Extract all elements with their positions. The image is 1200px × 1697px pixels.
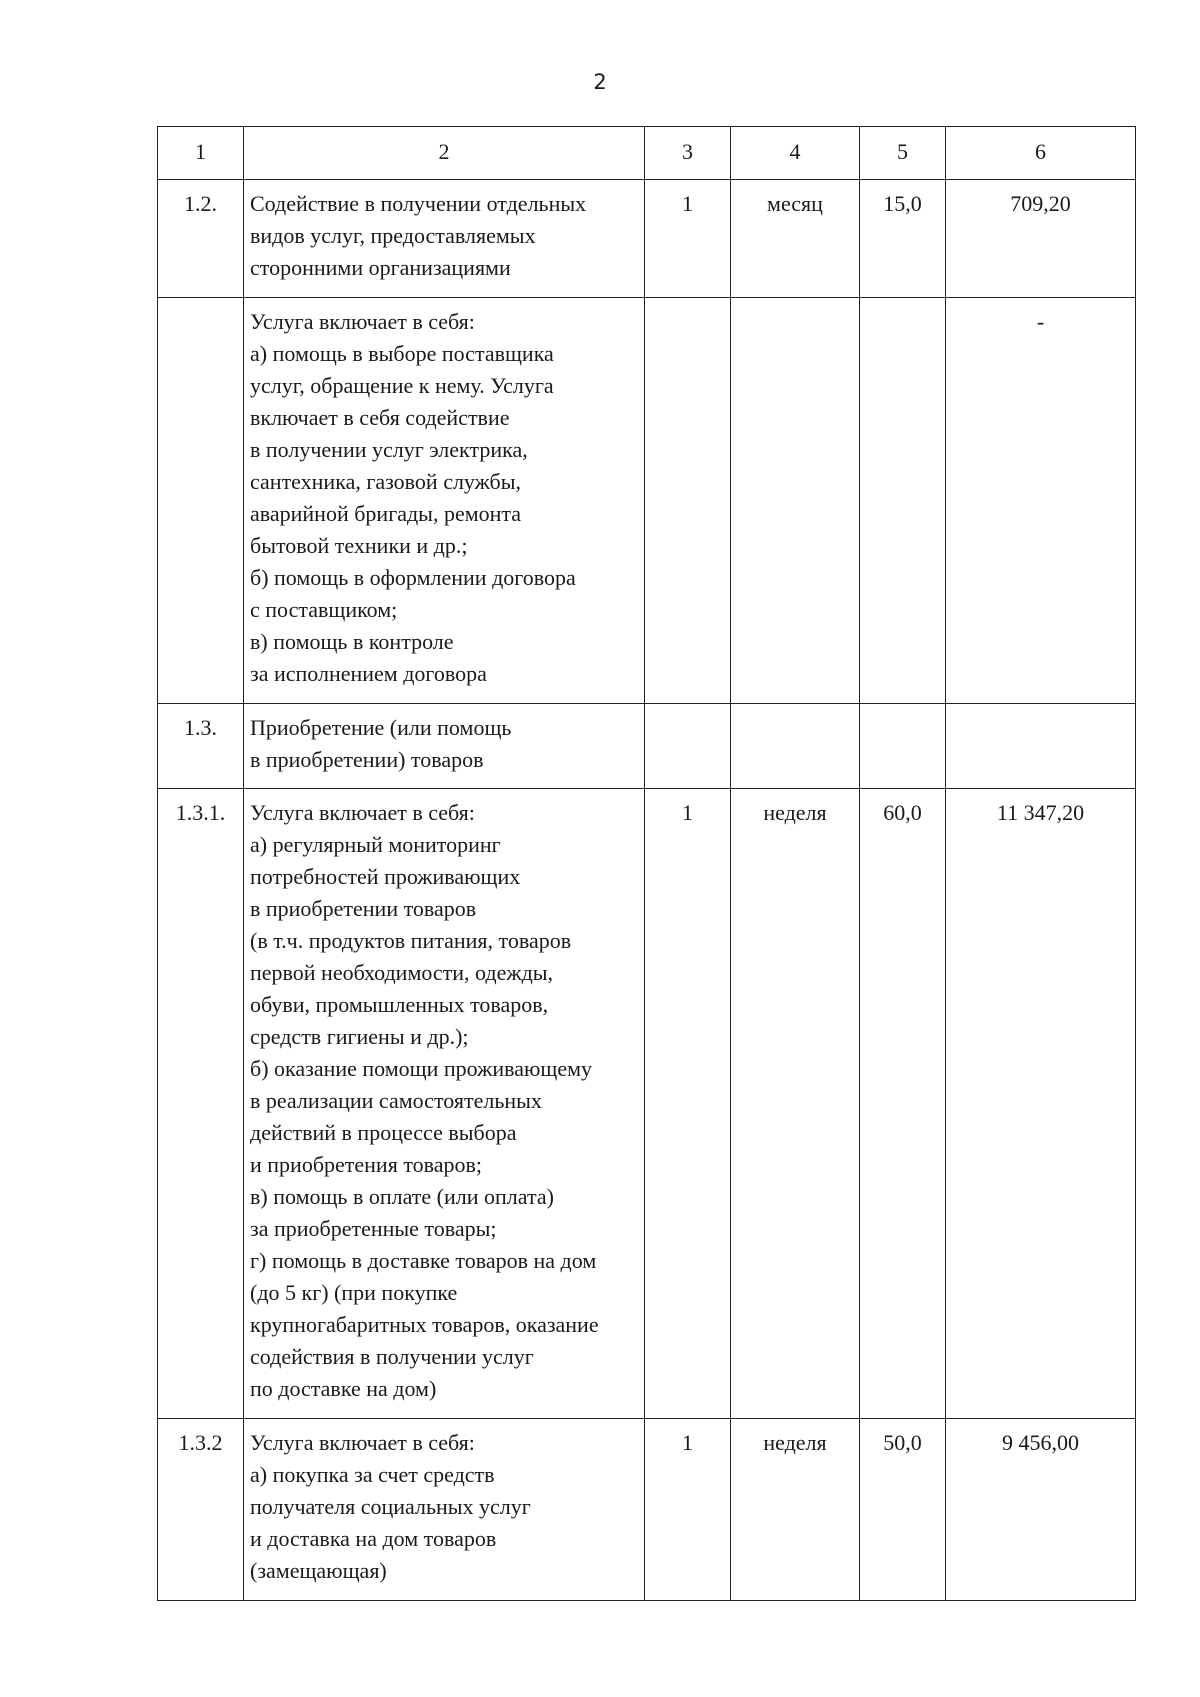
description-line: аварийной бригады, ремонта	[250, 501, 522, 526]
description-line: б) оказание помощи проживающему	[250, 1056, 593, 1081]
description-line: б) помощь в оформлении договора	[250, 565, 576, 590]
description-line: (в т.ч. продуктов питания, товаров	[250, 928, 572, 953]
table-row	[158, 180, 1136, 298]
description-line: в) помощь в контроле	[250, 629, 454, 654]
description-line: обуви, промышленных товаров,	[250, 992, 549, 1017]
description-line: крупногабаритных товаров, оказание	[250, 1312, 599, 1337]
header-cell-3: 3	[645, 127, 731, 180]
row-col5: 15,0	[860, 180, 946, 298]
description-line: с поставщиком;	[250, 597, 398, 622]
description-line: получателя социальных услуг	[250, 1494, 531, 1519]
row-price	[946, 704, 1136, 789]
table-header-row	[158, 127, 1136, 180]
row-number: 1.2.	[158, 180, 244, 298]
description-line: в приобретении товаров	[250, 896, 477, 921]
row-number: 1.3.2	[158, 1419, 244, 1601]
description-line: включает в себя содействие	[250, 405, 510, 430]
description-line: сторонними организациями	[250, 255, 511, 280]
description-line: и доставка на дом товаров	[250, 1526, 497, 1551]
description-line: (до 5 кг) (при покупке	[250, 1280, 458, 1305]
description-line: содействия в получении услуг	[250, 1344, 534, 1369]
row-unit: неделя	[731, 1419, 860, 1601]
row-number	[158, 298, 244, 704]
description-line: сантехника, газовой службы,	[250, 469, 522, 494]
row-description	[244, 180, 645, 298]
description-line: Содействие в получении отдельных	[250, 191, 587, 216]
description-line: (замещающая)	[250, 1558, 387, 1583]
row-col3	[645, 298, 731, 704]
header-cell-4: 4	[731, 127, 860, 180]
row-unit: месяц	[731, 180, 860, 298]
row-unit: неделя	[731, 789, 860, 1419]
header-cell-2: 2	[244, 127, 645, 180]
table-row	[158, 789, 1136, 1419]
row-col3: 1	[645, 180, 731, 298]
description-line: а) покупка за счет средств	[250, 1462, 495, 1487]
row-unit	[731, 704, 860, 789]
table-row	[158, 298, 1136, 704]
description-line: видов услуг, предоставляемых	[250, 223, 536, 248]
row-price: 709,20	[946, 180, 1136, 298]
row-number: 1.3.	[158, 704, 244, 789]
description-line: действий в процессе выбора	[250, 1120, 517, 1145]
row-number: 1.3.1.	[158, 789, 244, 1419]
description-line: услуг, обращение к нему. Услуга	[250, 373, 554, 398]
description-line: в) помощь в оплате (или оплата)	[250, 1184, 554, 1209]
row-col3: 1	[645, 789, 731, 1419]
description-line: и приобретения товаров;	[250, 1152, 483, 1177]
header-cell-1: 1	[158, 127, 244, 180]
description-line: по доставке на дом)	[250, 1376, 437, 1401]
header-cell-5: 5	[860, 127, 946, 180]
row-col5	[860, 298, 946, 704]
row-col5: 50,0	[860, 1419, 946, 1601]
description-line: за исполнением договора	[250, 661, 487, 686]
page-number: 2	[593, 70, 607, 94]
description-line: а) регулярный мониторинг	[250, 832, 501, 857]
description-line: первой необходимости, одежды,	[250, 960, 554, 985]
row-col3: 1	[645, 1419, 731, 1601]
header-cell-6: 6	[946, 127, 1136, 180]
row-price: -	[946, 298, 1136, 704]
description-line: потребностей проживающих	[250, 864, 521, 889]
row-description	[244, 789, 645, 1419]
row-description	[244, 1419, 645, 1601]
row-col5: 60,0	[860, 789, 946, 1419]
description-line: в реализации самостоятельных	[250, 1088, 542, 1113]
description-line: средств гигиены и др.);	[250, 1024, 469, 1049]
description-line: за приобретенные товары;	[250, 1216, 497, 1241]
description-line: Услуга включает в себя:	[250, 800, 475, 825]
row-col3	[645, 704, 731, 789]
services-table	[157, 126, 1136, 1601]
description-line: бытовой техники и др.;	[250, 533, 468, 558]
row-description	[244, 704, 645, 789]
row-price: 9 456,00	[946, 1419, 1136, 1601]
table-row	[158, 1419, 1136, 1601]
row-description	[244, 298, 645, 704]
description-line: а) помощь в выборе поставщика	[250, 341, 554, 366]
description-line: Приобретение (или помощь	[250, 715, 512, 740]
description-line: Услуга включает в себя:	[250, 309, 475, 334]
description-line: г) помощь в доставке товаров на дом	[250, 1248, 597, 1273]
row-unit	[731, 298, 860, 704]
description-line: в приобретении) товаров	[250, 747, 484, 772]
description-line: Услуга включает в себя:	[250, 1430, 475, 1455]
row-col5	[860, 704, 946, 789]
row-price: 11 347,20	[946, 789, 1136, 1419]
description-line: в получении услуг электрика,	[250, 437, 528, 462]
table-row	[158, 704, 1136, 789]
